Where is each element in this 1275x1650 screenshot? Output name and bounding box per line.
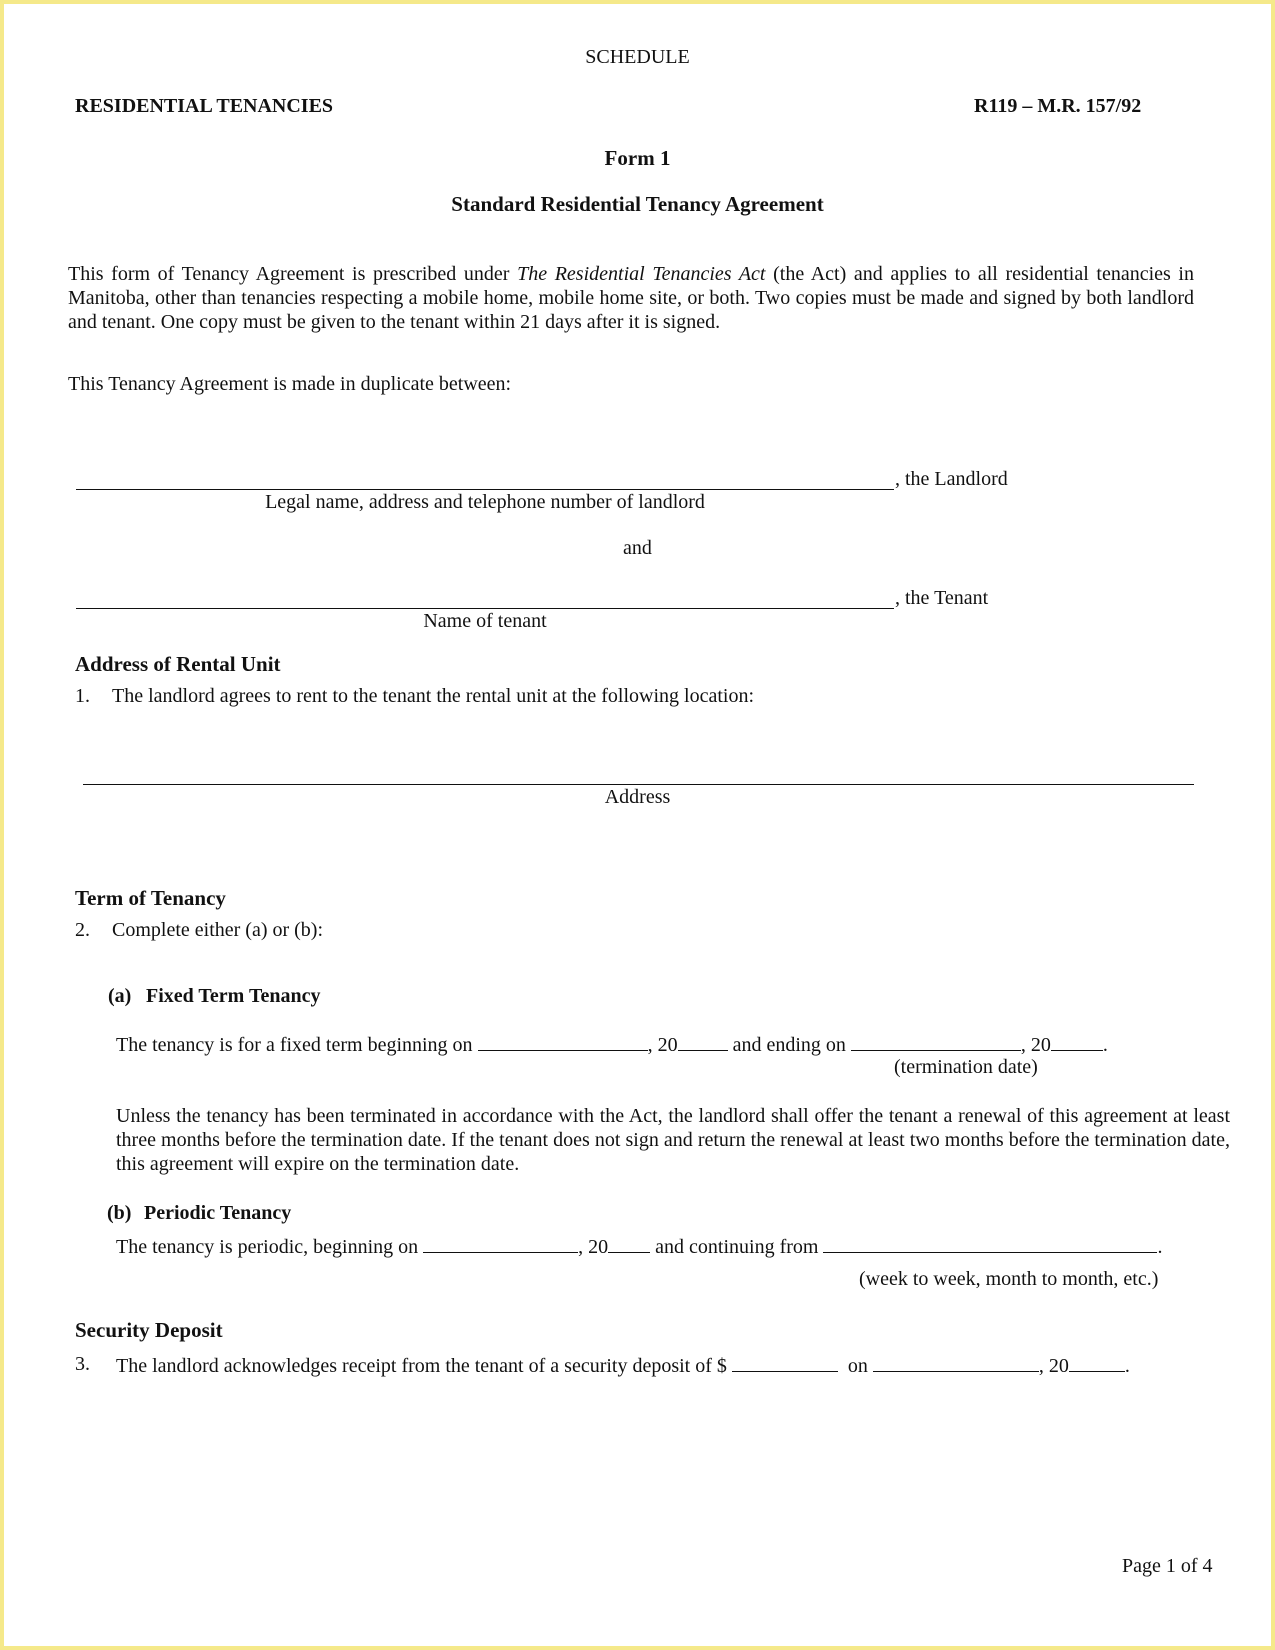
periodic-period: . — [1157, 1236, 1163, 1258]
fixed-heading: Fixed Term Tenancy — [146, 985, 321, 1007]
form-number: Form 1 — [604, 146, 671, 170]
periodic-begin-date-blank[interactable] — [423, 1234, 578, 1253]
schedule-label: SCHEDULE — [585, 46, 690, 68]
deposit-text: The landlord acknowledges receipt from the tenant of a security deposit of $ — [116, 1355, 727, 1377]
deposit-row — [116, 1353, 1130, 1378]
landlord-line[interactable] — [76, 489, 894, 490]
deposit-date-blank[interactable] — [873, 1353, 1039, 1372]
landlord-suffix: , the Landlord — [895, 468, 1008, 490]
fixed-begin-date-blank[interactable] — [478, 1032, 648, 1051]
made-between-text: This Tenancy Agreement is made in duplicate between: — [68, 373, 512, 395]
tenant-suffix: , the Tenant — [895, 587, 989, 609]
fixed-end-date-blank[interactable] — [851, 1032, 1021, 1051]
header-right: R119 – M.R. 157/92 — [974, 95, 1142, 117]
fixed-text-begin: The tenancy is for a fixed term beginning on — [116, 1034, 473, 1056]
fixed-comma-20-b: , 20 — [1020, 1034, 1051, 1056]
address-heading: Address of Rental Unit — [75, 652, 281, 676]
header-left: RESIDENTIAL TENANCIES — [75, 95, 334, 117]
deposit-on: on — [847, 1355, 868, 1377]
deposit-period: . — [1124, 1355, 1130, 1377]
fixed-label: (a) — [108, 985, 132, 1007]
address-caption: Address — [604, 786, 671, 808]
periodic-text-continue: and continuing from — [655, 1236, 819, 1258]
term-item-text: Complete either (a) or (b): — [112, 919, 324, 941]
item-number-2: 2. — [75, 919, 90, 941]
periodic-row — [116, 1234, 1162, 1259]
fixed-end-year-blank[interactable] — [1051, 1032, 1103, 1051]
periodic-period-blank[interactable] — [823, 1234, 1157, 1253]
periodic-text-begin: The tenancy is periodic, beginning on — [116, 1236, 419, 1258]
landlord-caption: Legal name, address and telephone number of landlord — [265, 491, 705, 513]
periodic-heading: Periodic Tenancy — [144, 1202, 292, 1224]
renewal-paragraph: Unless the tenancy has been terminated in accordance with the Act, the landlord shall offer the tenant a renewal of this agreement at least three months before the termination date. If the tenant does not sign and return the renewal at least two months before the termination date, this agreement will expire on the termination date. — [116, 1105, 1230, 1175]
page-title: Standard Residential Tenancy Agreement — [451, 192, 824, 216]
deposit-comma-20: , 20 — [1038, 1355, 1069, 1377]
document-page — [4, 4, 1271, 1646]
periodic-begin-year-blank[interactable] — [608, 1234, 650, 1253]
period-caption: (week to week, month to month, etc.) — [859, 1268, 1159, 1290]
deposit-amount-blank[interactable] — [732, 1353, 838, 1372]
page-number: Page 1 of 4 — [1122, 1555, 1213, 1577]
item-number-3: 3. — [75, 1353, 90, 1375]
fixed-begin-year-blank[interactable] — [678, 1032, 728, 1051]
fixed-comma-20-a: , 20 — [647, 1034, 678, 1056]
intro-text-2: (the Act) and applies to all residential tenancies in Manitoba, other than tenancies respecting a mobile home, mobile home site, or both. Two copies must be made and signed by both landlord and tenant. One copy must be given to the tenant within 21 days after it is signed. — [68, 263, 1194, 333]
item-number-1: 1. — [75, 685, 90, 707]
intro-paragraph — [68, 262, 1194, 334]
deposit-heading: Security Deposit — [75, 1318, 223, 1342]
termination-date-caption: (termination date) — [894, 1056, 1038, 1078]
term-heading: Term of Tenancy — [75, 886, 226, 910]
intro-text-1: This form of Tenancy Agreement is prescribed under — [68, 263, 518, 285]
address-line[interactable] — [83, 784, 1194, 785]
act-name: The Residential Tenancies Act — [517, 263, 766, 285]
address-item-text: The landlord agrees to rent to the tenant the rental unit at the following location: — [112, 685, 755, 707]
deposit-year-blank[interactable] — [1069, 1353, 1125, 1372]
fixed-text-end: and ending on — [732, 1034, 846, 1056]
tenant-caption: Name of tenant — [423, 610, 547, 632]
and-text: and — [623, 537, 652, 559]
periodic-label: (b) — [107, 1202, 132, 1224]
fixed-period: . — [1102, 1034, 1108, 1056]
periodic-comma-20: , 20 — [578, 1236, 609, 1258]
tenant-line[interactable] — [76, 608, 894, 609]
fixed-term-row — [116, 1032, 1108, 1057]
